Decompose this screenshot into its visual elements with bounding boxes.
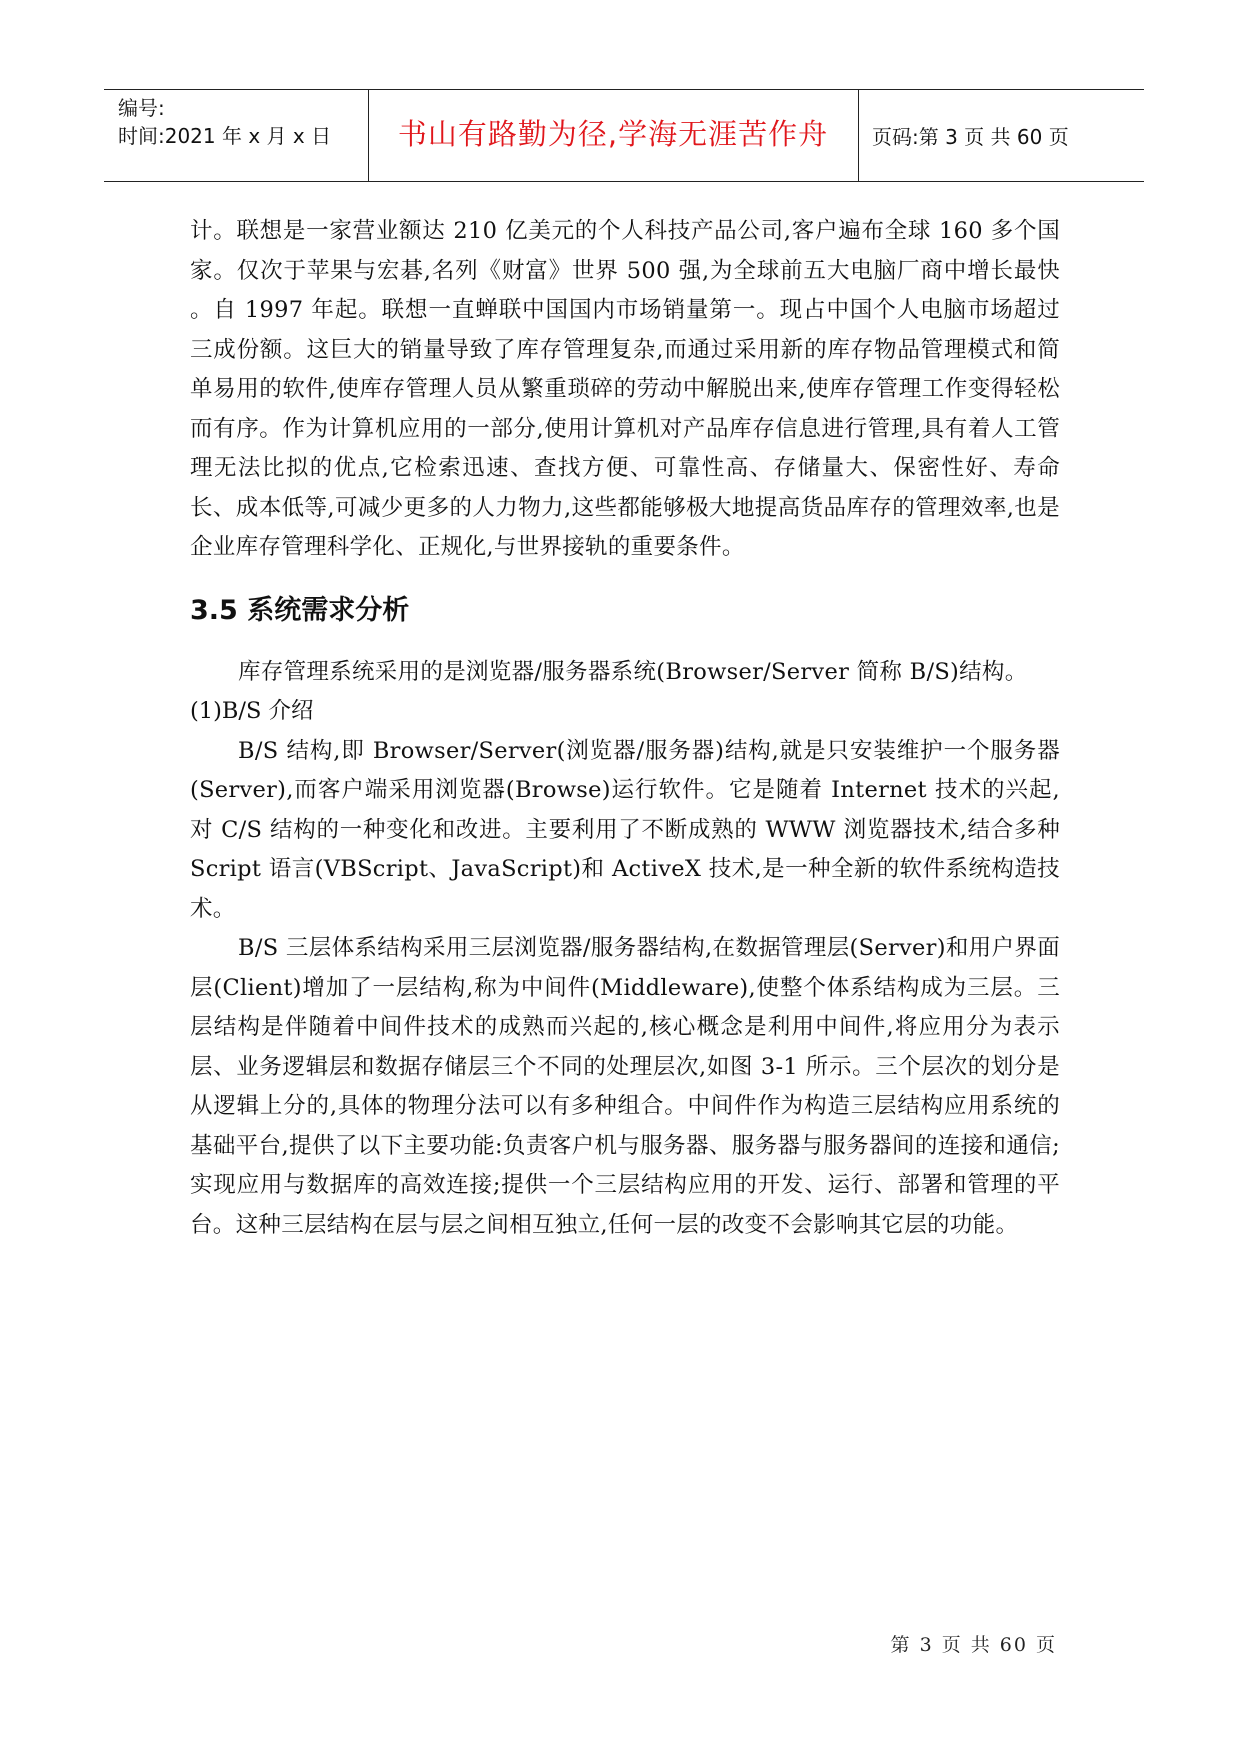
body-paragraph: 库存管理系统采用的是浏览器/服务器系统(Browser/Server 简称 B/S)结构。 bbox=[238, 658, 1028, 685]
page-header bbox=[104, 89, 1144, 182]
document-number-label: 编号: bbox=[118, 96, 165, 120]
section-heading: 3.5 系统需求分析 bbox=[190, 594, 410, 626]
body-paragraph: B/S 结构,即 Browser/Server(浏览器/服务器)结构,就是只安装维护一个服务器(Server),而客户端采用浏览器(Browse)运行软件。它是随着 Internet 技术的兴起,对 C/S 结构的一种变化和改进。主要利用了不断成熟的 WWW 浏览器技术,结合多种 Script 语言(VBScript、JavaScript)和 ActiveX 技术,是一种全新的软件系统构造技术。 bbox=[190, 737, 1060, 922]
page-footer: 第 3 页 共 60 页 bbox=[890, 1634, 1057, 1656]
document-body bbox=[190, 212, 1060, 1245]
document-time: 时间:2021 年 x 月 x 日 bbox=[118, 124, 332, 148]
header-motto: 书山有路勤为径,学海无涯苦作舟 bbox=[397, 117, 829, 151]
header-page-code: 页码:第 3 页 共 60 页 bbox=[872, 125, 1069, 149]
subsection-heading: (1)B/S 介绍 bbox=[190, 698, 314, 724]
body-paragraph: 计。联想是一家营业额达 210 亿美元的个人科技产品公司,客户遍布全球 160 多个国家。仅次于苹果与宏碁,名列《财富》世界 500 强,为全球前五大电脑厂商中增长最快 。自 1997 年起。联想一直蝉联中国国内市场销量第一。现占中国个人电脑市场超过三成份额。这巨大的销量导致了库存管理复杂,而通过采用新的库存物品管理模式和简单易用的软件,使库存管理人员从繁重琐碎的劳动中解脱出来,使库存管理工作变得轻松而有序。作为计算机应用的一部分,使用计算机对产品库存信息进行管理,具有着人工管理无法比拟的优点,它检索迅速、查找方便、可靠性高、存储量大、保密性好、寿命长、成本低等,可减少更多的人力物力,这些都能够极大地提高货品库存的管理效率,也是企业库存管理科学化、正规化,与世界接轨的重要条件。 bbox=[190, 218, 1060, 560]
header-meta bbox=[118, 94, 331, 150]
body-paragraph: B/S 三层体系结构采用三层浏览器/服务器结构,在数据管理层(Server)和用户界面层(Client)增加了一层结构,称为中间件(Middleware),使整个体系结构成为三层。三层结构是伴随着中间件技术的成熟而兴起的,核心概念是利用中间件,将应用分为表示层、业务逻辑层和数据存储层三个不同的处理层次,如图 3-1 所示。三个层次的划分是从逻辑上分的,具体的物理分法可以有多种组合。中间件作为构造三层结构应用系统的基础平台,提供了以下主要功能:负责客户机与服务器、服务器与服务器间的连接和通信;实现应用与数据库的高效连接;提供一个三层结构应用的开发、运行、部署和管理的平台。这种三层结构在层与层之间相互独立,任何一层的改变不会影响其它层的功能。 bbox=[190, 935, 1060, 1238]
header-divider bbox=[858, 90, 859, 181]
